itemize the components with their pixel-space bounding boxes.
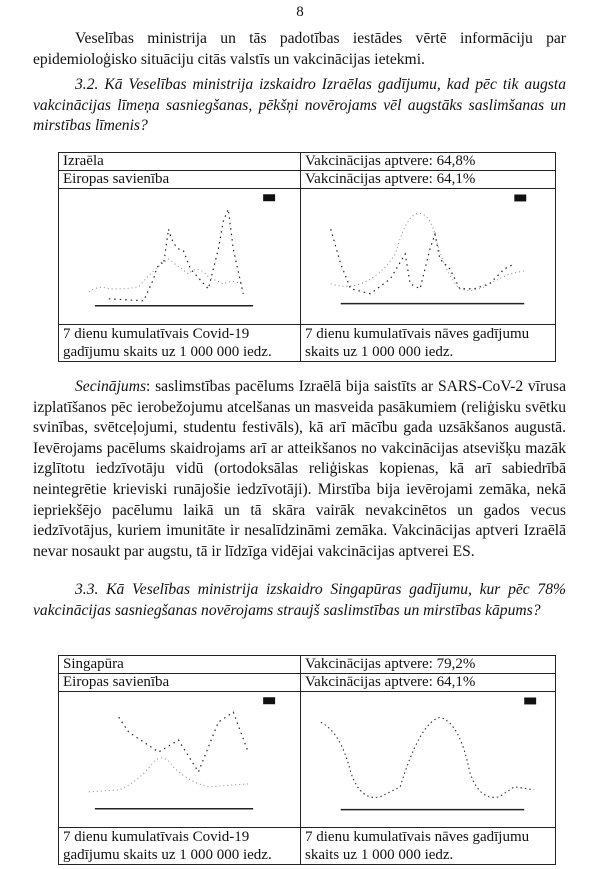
coverage-cell: Vakcinācijas aptvere: 64,1% bbox=[301, 674, 556, 692]
coverage-cell: Vakcinācijas aptvere: 64,8% bbox=[301, 153, 556, 171]
question-3-2-text: 3.2. Kā Veselības ministrija izskaidro Izraēlas gadījumu, kad pēc tik augsta vakcinācijas līmeņa sasniegšanas, pēkšņi novērojams vēl augstāks saslimšanas un mirstības līmenis? bbox=[33, 76, 566, 135]
legend-marker bbox=[263, 697, 275, 704]
legend-marker bbox=[524, 697, 536, 704]
cases-chart-image bbox=[59, 692, 300, 827]
conclusion-paragraph bbox=[33, 377, 566, 562]
country-cell: Singapūra bbox=[59, 656, 301, 674]
chart-caption: 7 dienu kumulatīvais nāves gadījumu skaits uz 1 000 000 iedz. bbox=[301, 325, 556, 362]
cases-chart bbox=[59, 692, 301, 828]
coverage-cell: Vakcinācijas aptvere: 64,1% bbox=[301, 171, 556, 189]
country-cell: Eiropas savienība bbox=[59, 171, 301, 189]
series-eu bbox=[89, 259, 243, 292]
israel-table bbox=[58, 152, 556, 362]
chart-caption: 7 dienu kumulatīvais Covid-19 gadījumu skaits uz 1 000 000 iedz. bbox=[59, 828, 301, 865]
country-cell: Izraēla bbox=[59, 153, 301, 171]
question-3-3 bbox=[33, 580, 566, 621]
deaths-chart bbox=[301, 189, 556, 325]
question-3-2 bbox=[33, 75, 566, 137]
series-singapore bbox=[119, 712, 248, 772]
legend-marker bbox=[514, 194, 526, 201]
chart-caption: 7 dienu kumulatīvais nāves gadījumu skaits uz 1 000 000 iedz. bbox=[301, 828, 556, 865]
series-israel bbox=[109, 209, 243, 301]
series-eu bbox=[331, 214, 524, 291]
legend-marker bbox=[263, 194, 275, 201]
intro-paragraph bbox=[33, 29, 566, 70]
deaths-chart-image bbox=[301, 189, 555, 324]
conclusion-text: : saslimstības pacēlums Izraēlā bija saistīts ar SARS-CoV-2 vīrusa izplatīšanos pēc ierobežojumu atcelšanas un masveida pasākumiem (reliģisku svētku svinības, svētceļojumi, studentu festivāls), kā arī mācību gada uzsākšanos augustā. Ievērojams pacēlums skaidrojams arī ar atteikšanos no vakcinācijas atsevišķu mazāk izglītotu iedzīvotāju vidū (ortodoksālas reliģiskas kopienas, kā arī sabiedrībā neintegrētie krieviski runājošie iedzīvotāji). Mirstība bija ievērojami zemāka, nekā iepriekšējo pacēlumu laikā un tā skāra vairāk nevakcinētos un gados vecus iedzīvotājus, kuriem imunitāte ir nesalīdzināmi zemāka. Vakcinācijas aptveri Izraēlā nevar nosaukt par augstu, tā ir līdzīga vidējai vakcinācijas aptverei ES. bbox=[33, 378, 566, 560]
conclusion-label: Secinājums bbox=[75, 378, 147, 395]
chart-caption: 7 dienu kumulatīvais Covid-19 gadījumu skaits uz 1 000 000 iedz. bbox=[59, 325, 301, 362]
coverage-cell: Vakcinācijas aptvere: 79,2% bbox=[301, 656, 556, 674]
singapore-table bbox=[58, 655, 556, 865]
series-deaths bbox=[321, 717, 534, 797]
series-eu bbox=[89, 758, 248, 792]
cases-chart bbox=[59, 189, 301, 325]
intro-text: Veselības ministrija un tās padotības iestādes vērtē informāciju par epidemioloģisko situāciju citās valstīs un vakcinācijas ietekmi. bbox=[33, 30, 566, 68]
deaths-chart-image bbox=[301, 692, 555, 827]
country-cell: Eiropas savienība bbox=[59, 674, 301, 692]
page-number: 8 bbox=[296, 4, 304, 20]
cases-chart-image bbox=[59, 189, 300, 324]
deaths-chart bbox=[301, 692, 556, 828]
question-3-3-text: 3.3. Kā Veselības ministrija izskaidro Singapūras gadījumu, kur pēc 78% vakcinācijas sasniegšanas novērojams straujš saslimstības un mirstības kāpums? bbox=[33, 581, 566, 619]
